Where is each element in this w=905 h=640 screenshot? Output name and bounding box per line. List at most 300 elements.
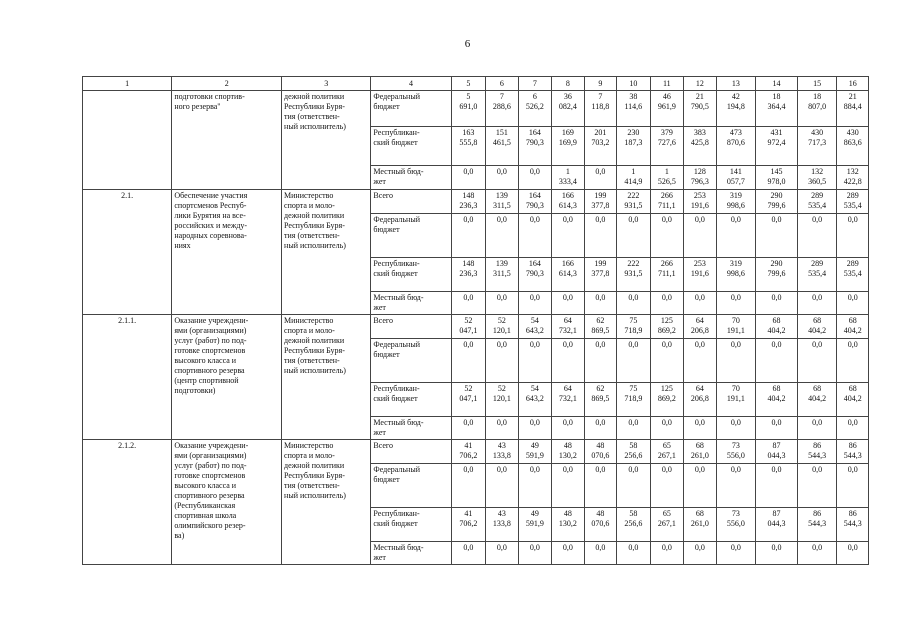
value-cell xyxy=(837,190,869,214)
value-integer: 164 xyxy=(528,191,541,200)
value-integer: 0,0 xyxy=(496,340,507,349)
value-cell xyxy=(650,214,684,258)
value-integer: 0,0 xyxy=(595,543,606,552)
value-integer: 18 xyxy=(772,92,781,101)
value-fraction: 544,3 xyxy=(843,451,862,460)
value-cell xyxy=(837,214,869,258)
value-integer: 68 xyxy=(813,384,822,393)
value-fraction: 404,2 xyxy=(767,394,786,403)
value-cell xyxy=(518,383,552,417)
value-cell xyxy=(617,315,651,339)
value-integer: 0,0 xyxy=(463,340,474,349)
value-integer: 430 xyxy=(811,128,824,137)
value-fraction: 360,5 xyxy=(808,177,827,186)
value-cell xyxy=(552,417,584,440)
value-cell xyxy=(684,464,716,508)
value-cell xyxy=(617,190,651,214)
value-cell xyxy=(518,190,552,214)
value-cell xyxy=(756,166,798,190)
value-integer: 0,0 xyxy=(562,465,573,474)
value-cell xyxy=(518,127,552,166)
value-cell xyxy=(756,214,798,258)
value-integer: 87 xyxy=(772,509,781,518)
value-integer: 0,0 xyxy=(694,293,705,302)
value-fraction: 120,1 xyxy=(492,326,511,335)
value-integer: 68 xyxy=(772,316,781,325)
budget-source-label: Федеральный бюджет xyxy=(371,464,451,508)
value-cell xyxy=(684,91,716,127)
value-fraction: 869,2 xyxy=(657,326,676,335)
value-cell xyxy=(797,258,837,292)
value-cell xyxy=(552,258,584,292)
value-cell xyxy=(797,339,837,383)
value-fraction: 711,1 xyxy=(657,201,676,210)
value-cell xyxy=(486,292,518,315)
value-cell xyxy=(486,508,518,542)
value-cell xyxy=(552,542,584,565)
value-fraction: 591,9 xyxy=(525,519,544,528)
value-integer: 0,0 xyxy=(812,418,823,427)
value-integer: 0,0 xyxy=(463,465,474,474)
value-cell xyxy=(617,417,651,440)
value-cell xyxy=(684,166,716,190)
value-integer: 42 xyxy=(731,92,740,101)
value-cell xyxy=(716,383,756,417)
value-integer: 18 xyxy=(813,92,822,101)
value-integer: 230 xyxy=(627,128,640,137)
value-cell xyxy=(650,440,684,464)
value-cell xyxy=(486,91,518,127)
value-cell xyxy=(650,258,684,292)
value-cell xyxy=(617,508,651,542)
value-cell xyxy=(756,292,798,315)
value-integer: 199 xyxy=(594,259,607,268)
value-integer: 164 xyxy=(528,259,541,268)
value-cell xyxy=(797,417,837,440)
value-cell xyxy=(716,190,756,214)
value-integer: 68 xyxy=(813,316,822,325)
value-cell xyxy=(756,383,798,417)
header-cell: 7 xyxy=(518,77,552,91)
value-cell xyxy=(584,166,616,190)
value-fraction: 718,9 xyxy=(624,326,643,335)
value-integer: 379 xyxy=(660,128,673,137)
value-fraction: 404,2 xyxy=(843,394,862,403)
value-integer: 68 xyxy=(848,384,857,393)
value-fraction: 691,0 xyxy=(459,102,478,111)
value-fraction: 191,1 xyxy=(726,326,745,335)
value-integer: 0,0 xyxy=(628,465,639,474)
value-fraction: 044,3 xyxy=(767,519,786,528)
value-integer: 166 xyxy=(561,191,574,200)
value-integer: 0,0 xyxy=(529,215,540,224)
value-integer: 289 xyxy=(846,191,859,200)
value-cell xyxy=(584,258,616,292)
budget-source-label: Республикан- ский бюджет xyxy=(371,508,451,542)
value-integer: 0,0 xyxy=(661,418,672,427)
value-integer: 70 xyxy=(731,384,740,393)
value-cell xyxy=(451,339,486,383)
value-integer: 0,0 xyxy=(463,418,474,427)
value-integer: 0,0 xyxy=(628,543,639,552)
value-cell xyxy=(650,339,684,383)
value-fraction: 526,5 xyxy=(657,177,676,186)
value-cell xyxy=(797,440,837,464)
value-fraction: 799,6 xyxy=(767,269,786,278)
value-cell xyxy=(486,166,518,190)
value-integer: 0,0 xyxy=(562,293,573,302)
value-integer: 65 xyxy=(662,509,671,518)
value-fraction: 931,5 xyxy=(624,201,643,210)
value-integer: 64 xyxy=(695,384,704,393)
value-fraction: 535,4 xyxy=(808,269,827,278)
value-integer: 290 xyxy=(770,191,783,200)
value-cell xyxy=(716,91,756,127)
value-fraction: 377,8 xyxy=(591,269,610,278)
value-fraction: 869,5 xyxy=(591,326,610,335)
budget-source-label: Всего xyxy=(371,440,451,464)
value-integer: 125 xyxy=(660,316,673,325)
value-integer: 0,0 xyxy=(496,543,507,552)
value-cell xyxy=(552,190,584,214)
header-cell: 15 xyxy=(797,77,837,91)
value-fraction: 869,2 xyxy=(657,394,676,403)
value-integer: 0,0 xyxy=(529,543,540,552)
value-integer: 68 xyxy=(848,316,857,325)
value-fraction: 535,4 xyxy=(843,201,862,210)
value-cell xyxy=(716,127,756,166)
value-integer: 48 xyxy=(563,509,572,518)
value-cell xyxy=(684,292,716,315)
value-cell xyxy=(617,542,651,565)
item-executor: Министерство спорта и моло- дежной политики Республики Буря- тия (ответствен- ный исполнитель) xyxy=(282,315,371,440)
value-fraction: 267,1 xyxy=(657,451,676,460)
value-cell xyxy=(650,464,684,508)
value-integer: 125 xyxy=(660,384,673,393)
value-integer: 49 xyxy=(530,509,539,518)
value-cell xyxy=(837,339,869,383)
value-integer: 289 xyxy=(846,259,859,268)
value-integer: 132 xyxy=(811,167,824,176)
value-integer: 164 xyxy=(528,128,541,137)
value-fraction: 790,3 xyxy=(525,269,544,278)
value-cell xyxy=(756,91,798,127)
value-integer: 0,0 xyxy=(562,215,573,224)
value-cell xyxy=(518,440,552,464)
value-cell xyxy=(584,417,616,440)
value-integer: 62 xyxy=(596,316,605,325)
value-cell xyxy=(756,417,798,440)
value-cell xyxy=(797,383,837,417)
budget-source-label: Республикан- ский бюджет xyxy=(371,383,451,417)
value-integer: 73 xyxy=(731,509,740,518)
value-cell xyxy=(756,542,798,565)
value-fraction: 311,5 xyxy=(493,201,511,210)
value-integer: 222 xyxy=(627,259,640,268)
value-cell xyxy=(837,464,869,508)
value-fraction: 799,6 xyxy=(767,201,786,210)
value-fraction: 261,0 xyxy=(690,519,709,528)
value-cell xyxy=(837,166,869,190)
value-fraction: 404,2 xyxy=(843,326,862,335)
value-integer: 54 xyxy=(530,384,539,393)
value-integer: 0,0 xyxy=(847,543,858,552)
value-integer: 0,0 xyxy=(496,167,507,176)
value-cell xyxy=(518,315,552,339)
value-cell xyxy=(584,542,616,565)
value-fraction: 118,8 xyxy=(591,102,610,111)
value-fraction: 057,7 xyxy=(726,177,745,186)
value-integer: 0,0 xyxy=(694,418,705,427)
value-cell xyxy=(451,383,486,417)
value-integer: 128 xyxy=(693,167,706,176)
value-cell xyxy=(552,166,584,190)
value-fraction: 256,6 xyxy=(624,451,643,460)
value-integer: 36 xyxy=(563,92,572,101)
value-integer: 7 xyxy=(598,92,603,101)
budget-source-label: Местный бюд- жет xyxy=(371,542,451,565)
value-fraction: 869,5 xyxy=(591,394,610,403)
value-cell xyxy=(684,258,716,292)
value-cell xyxy=(684,214,716,258)
value-cell xyxy=(684,339,716,383)
value-integer: 290 xyxy=(770,259,783,268)
value-fraction: 643,2 xyxy=(525,394,544,403)
value-integer: 148 xyxy=(462,191,475,200)
value-integer: 0,0 xyxy=(771,418,782,427)
value-fraction: 169,9 xyxy=(558,138,577,147)
value-integer: 52 xyxy=(497,384,506,393)
value-integer: 68 xyxy=(695,509,704,518)
budget-source-label: Всего xyxy=(371,315,451,339)
header-cell: 14 xyxy=(756,77,798,91)
value-cell xyxy=(552,508,584,542)
value-cell xyxy=(584,508,616,542)
value-cell xyxy=(650,542,684,565)
value-integer: 86 xyxy=(848,509,857,518)
value-integer: 0,0 xyxy=(847,418,858,427)
value-cell xyxy=(617,127,651,166)
value-cell xyxy=(837,258,869,292)
value-fraction: 727,6 xyxy=(657,138,676,147)
value-integer: 0,0 xyxy=(730,293,741,302)
value-cell xyxy=(584,315,616,339)
value-fraction: 044,3 xyxy=(767,451,786,460)
value-integer: 0,0 xyxy=(771,340,782,349)
value-fraction: 047,1 xyxy=(459,326,478,335)
value-cell xyxy=(756,315,798,339)
budget-source-label: Федеральный бюджет xyxy=(371,91,451,127)
budget-source-label: Федеральный бюджет xyxy=(371,214,451,258)
header-cell: 12 xyxy=(684,77,716,91)
value-fraction: 614,3 xyxy=(558,201,577,210)
value-fraction: 544,3 xyxy=(808,451,827,460)
value-integer: 0,0 xyxy=(496,465,507,474)
value-cell xyxy=(486,214,518,258)
value-cell xyxy=(552,292,584,315)
value-integer: 0,0 xyxy=(628,215,639,224)
value-fraction: 404,2 xyxy=(808,394,827,403)
value-fraction: 288,6 xyxy=(492,102,511,111)
value-integer: 41 xyxy=(464,441,473,450)
value-integer: 0,0 xyxy=(529,340,540,349)
value-integer: 0,0 xyxy=(694,340,705,349)
value-fraction: 130,2 xyxy=(558,451,577,460)
value-integer: 0,0 xyxy=(463,215,474,224)
value-integer: 289 xyxy=(811,191,824,200)
value-cell xyxy=(518,417,552,440)
value-integer: 86 xyxy=(813,509,822,518)
value-fraction: 261,0 xyxy=(690,451,709,460)
value-integer: 68 xyxy=(695,441,704,450)
value-integer: 0,0 xyxy=(529,167,540,176)
value-fraction: 114,6 xyxy=(624,102,643,111)
value-fraction: 082,4 xyxy=(558,102,577,111)
value-integer: 151 xyxy=(495,128,508,137)
value-cell xyxy=(837,292,869,315)
value-fraction: 191,1 xyxy=(726,394,745,403)
value-cell xyxy=(756,127,798,166)
value-cell xyxy=(518,166,552,190)
value-integer: 430 xyxy=(846,128,859,137)
value-cell xyxy=(552,127,584,166)
value-cell xyxy=(756,440,798,464)
value-integer: 0,0 xyxy=(847,293,858,302)
item-number: 2.1. xyxy=(83,190,172,315)
value-cell xyxy=(552,464,584,508)
value-cell xyxy=(756,258,798,292)
value-cell xyxy=(716,315,756,339)
value-fraction: 931,5 xyxy=(624,269,643,278)
value-cell xyxy=(650,383,684,417)
value-integer: 86 xyxy=(848,441,857,450)
value-cell xyxy=(486,383,518,417)
value-fraction: 961,9 xyxy=(657,102,676,111)
value-cell xyxy=(451,214,486,258)
value-fraction: 535,4 xyxy=(843,269,862,278)
value-fraction: 706,2 xyxy=(459,519,478,528)
value-cell xyxy=(684,542,716,565)
budget-table xyxy=(82,76,869,565)
value-cell xyxy=(617,383,651,417)
value-integer: 7 xyxy=(499,92,504,101)
value-cell xyxy=(837,315,869,339)
value-fraction: 133,8 xyxy=(492,451,511,460)
value-integer: 0,0 xyxy=(562,418,573,427)
value-integer: 0,0 xyxy=(661,293,672,302)
value-integer: 43 xyxy=(497,509,506,518)
value-cell xyxy=(797,542,837,565)
value-integer: 0,0 xyxy=(496,215,507,224)
value-cell xyxy=(716,417,756,440)
header-cell: 16 xyxy=(837,77,869,91)
value-integer: 148 xyxy=(462,259,475,268)
value-integer: 0,0 xyxy=(661,340,672,349)
value-cell xyxy=(650,166,684,190)
value-fraction: 070,6 xyxy=(591,451,610,460)
value-cell xyxy=(797,315,837,339)
value-cell xyxy=(451,166,486,190)
value-cell xyxy=(716,508,756,542)
value-integer: 73 xyxy=(731,441,740,450)
value-cell xyxy=(451,440,486,464)
value-cell xyxy=(837,417,869,440)
value-cell xyxy=(486,258,518,292)
value-fraction: 236,3 xyxy=(459,201,478,210)
value-integer: 86 xyxy=(813,441,822,450)
value-integer: 0,0 xyxy=(628,340,639,349)
value-cell xyxy=(756,508,798,542)
table-row xyxy=(83,190,869,214)
value-cell xyxy=(797,127,837,166)
value-integer: 201 xyxy=(594,128,607,137)
value-cell xyxy=(756,464,798,508)
value-cell xyxy=(617,214,651,258)
value-integer: 0,0 xyxy=(595,340,606,349)
value-integer: 0,0 xyxy=(812,465,823,474)
value-cell xyxy=(584,464,616,508)
value-cell xyxy=(837,542,869,565)
value-integer: 163 xyxy=(462,128,475,137)
value-cell xyxy=(486,417,518,440)
value-integer: 0,0 xyxy=(628,293,639,302)
value-integer: 141 xyxy=(729,167,742,176)
value-fraction: 718,9 xyxy=(624,394,643,403)
value-cell xyxy=(797,214,837,258)
value-fraction: 863,6 xyxy=(843,138,862,147)
value-fraction: 404,2 xyxy=(767,326,786,335)
value-integer: 289 xyxy=(811,259,824,268)
value-fraction: 544,3 xyxy=(808,519,827,528)
value-cell xyxy=(518,292,552,315)
value-fraction: 133,8 xyxy=(492,519,511,528)
value-integer: 0,0 xyxy=(694,465,705,474)
value-integer: 0,0 xyxy=(771,465,782,474)
value-integer: 0,0 xyxy=(595,167,606,176)
value-cell xyxy=(552,315,584,339)
value-integer: 0,0 xyxy=(529,465,540,474)
value-fraction: 998,6 xyxy=(726,269,745,278)
value-cell xyxy=(451,417,486,440)
value-fraction: 414,9 xyxy=(624,177,643,186)
value-cell xyxy=(617,292,651,315)
item-executor: дежной политики Республики Буря- тия (ответствен- ный исполнитель) xyxy=(282,91,371,190)
value-cell xyxy=(650,91,684,127)
value-integer: 253 xyxy=(693,259,706,268)
header-cell: 1 xyxy=(83,77,172,91)
value-cell xyxy=(617,339,651,383)
value-integer: 64 xyxy=(563,316,572,325)
value-cell xyxy=(756,190,798,214)
value-cell xyxy=(552,214,584,258)
value-fraction: 206,8 xyxy=(690,326,709,335)
value-fraction: 884,4 xyxy=(843,102,862,111)
value-cell xyxy=(451,258,486,292)
header-cell: 9 xyxy=(584,77,616,91)
value-integer: 0,0 xyxy=(628,418,639,427)
budget-source-label: Местный бюд- жет xyxy=(371,166,451,190)
value-cell xyxy=(486,464,518,508)
value-cell xyxy=(716,166,756,190)
value-integer: 49 xyxy=(530,441,539,450)
value-cell xyxy=(451,542,486,565)
value-fraction: 556,0 xyxy=(726,519,745,528)
value-fraction: 526,2 xyxy=(525,102,544,111)
value-cell xyxy=(518,508,552,542)
value-fraction: 790,3 xyxy=(525,201,544,210)
value-fraction: 717,3 xyxy=(808,138,827,147)
value-cell xyxy=(451,91,486,127)
